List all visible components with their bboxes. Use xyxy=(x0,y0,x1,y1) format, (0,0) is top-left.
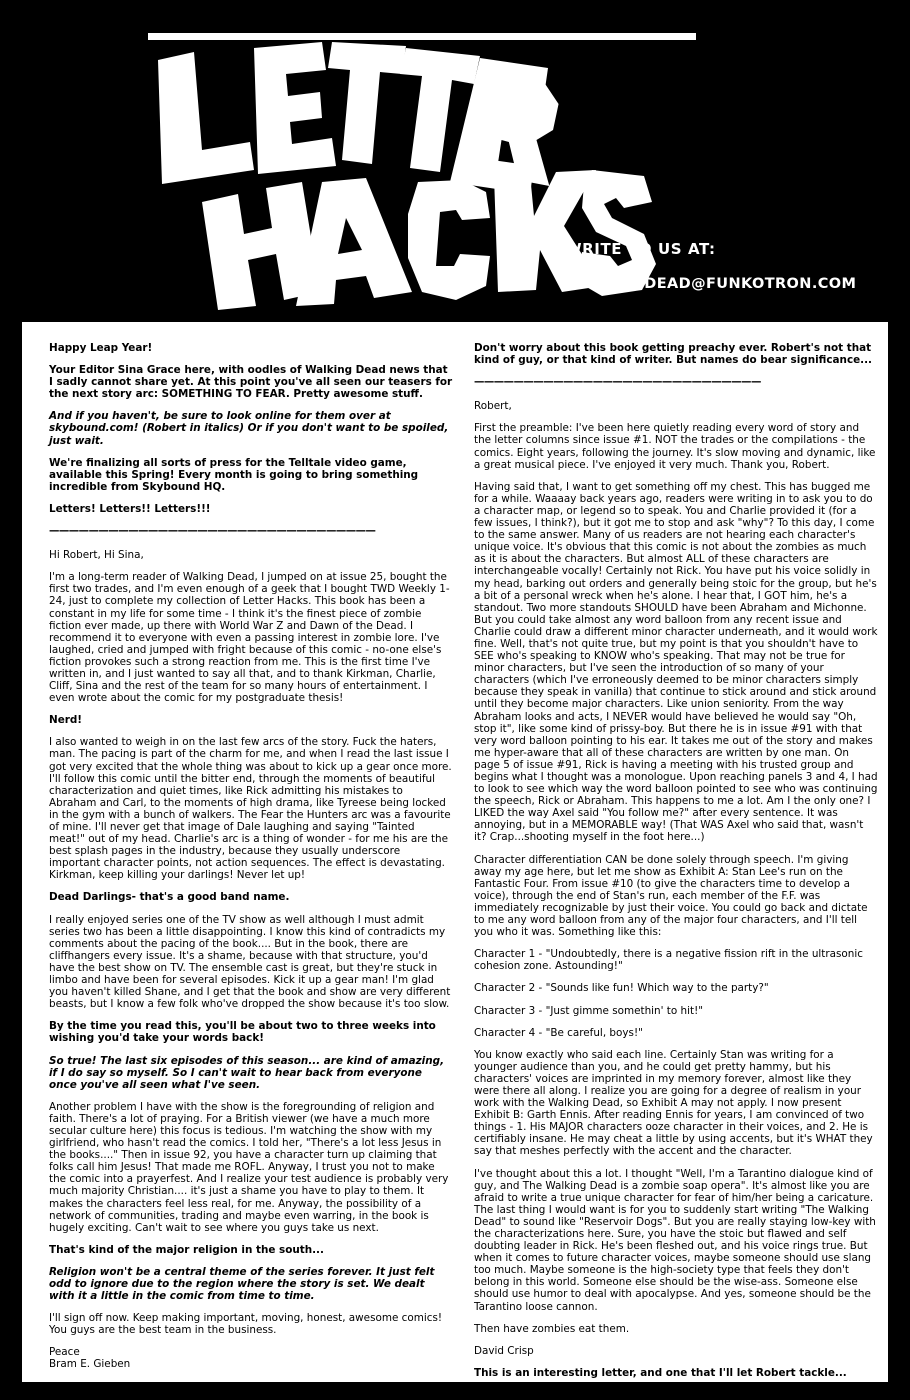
right-letter2-c1: Character 1 - "Undoubtedly, there is a negative fission rift in the ultrasonic cohesion zone. Astounding!" xyxy=(474,948,863,973)
right-letter2-p4: You know exactly who said each line. Certainly Stan was writing for a younger audience than you, and he could get pretty hammy, but his characters' voices are imprinted in my memory forever, almost like they were there all along. I realize you are going for a degree of realism in your work with the Walking Dead, so Exhibit A may not apply. I now present Exhibit B: Garth Ennis. After reading Ennis for years, I am convinced of two things - 1. His MAJOR characters ooze character in their voices, and 2. He is certifiably insane. He may cheat a little by using accents, but it's WHAT they say that meshes perfectly with the accent and the character. xyxy=(474,1048,873,1158)
right-divider-2: ————————————————————————————— xyxy=(474,376,761,389)
left-reply-nerd: Nerd! xyxy=(49,714,83,727)
right-letter2-p6: Then have zombies eat them. xyxy=(474,1322,630,1335)
left-letter1-sig2: Bram E. Gieben xyxy=(49,1358,131,1371)
left-letter1-p3: I really enjoyed series one of the TV show as well although I must admit series two has been a little disappointing. I know this kind of contradicts my comments about the pacing of the book.... But in the book, there are cliffhangers every issue. It's a shame, because with that structure, you'd have the best show on TV. The ensemble cast is great, but they're stuck in limbo and have been for several episodes. Kick it up a gear man! I'm glad you haven't killed Shane, and I get that the book and show are very different beasts, but I know a few folk who've dropped the show because it's too slow. xyxy=(49,913,451,1011)
masthead xyxy=(0,0,910,322)
masthead-top-rule xyxy=(148,33,696,40)
right-column xyxy=(474,342,878,1379)
right-letter2-c3: Character 3 - "Just gimme somethin' to hit!" xyxy=(474,1004,704,1017)
left-letter1-salutation: Hi Robert, Hi Sina, xyxy=(49,549,144,562)
write-to-us-label: WRITE TO US AT: xyxy=(565,240,716,258)
letters-page-sheet xyxy=(22,322,888,1382)
right-letter2-c2: Character 2 - "Sounds like fun! Which way to the party?" xyxy=(474,982,769,995)
left-letters-header: Letters! Letters!! Letters!!! xyxy=(49,502,211,515)
right-letter2-p3: Character differentiation CAN be done solely through speech. I'm giving away my age here, but let me show as Exhibit A: Stan Lee's run on the Fantastic Four. From issue #10 (to give the characters time to develop a voice), through the end of Stan's run, each member of the F.F. was immediately recognizable by just their voice. You could go back and dictate to me any word balloon from any of the major four characters, and I'll tell you who it was. Something like this: xyxy=(474,853,868,939)
left-letter1-sig1: Peace xyxy=(49,1346,80,1359)
write-to-us-block xyxy=(565,240,895,292)
right-reply-interesting: This is an interesting letter, and one that I'll let Robert tackle... xyxy=(474,1366,847,1379)
left-letter1-signoff: I'll sign off now. Keep making important, moving, honest, awesome comics! You guys are the best team in the business. xyxy=(49,1312,443,1337)
left-reply-religion: Religion won't be a central theme of the series forever. It just felt odd to ignore due to the region where the story is set. We dealt with it a little in the comic from time to time. xyxy=(49,1265,435,1303)
left-letter1-p2: I also wanted to weigh in on the last few arcs of the story. Fuck the haters, man. The pacing is part of the charm for me, and when I read the last issue I got very excited that the whole thing was about to kick up a gear once more. I'll follow this comic until the bitter end, through the moments of beautiful characterization and quiet times, like Rick admitting his mistakes to Abraham and Carl, to the moments of high drama, like Tyreese being locked in the gym with a bunch of walkers. The Fear the Hunters arc was a favourite of mine. I'll never get that image of Dale laughing and saying "Tainted meat!" out of my head. Charlie's arc is a thing of wonder - for me his are the best splash pages in the industry, because they usually underscore important character points, not action sequences. The effect is devastating. Kirkman, keep killing your darlings! Never let up! xyxy=(49,736,452,882)
left-letter1-p1: I'm a long-term reader of Walking Dead, I jumped on at issue 25, bought the first two trades, and I'm even enough of a geek that I bought TWD Weekly 1-24, just to complete my collection of Letter Hacks. This book has been a constant in my life for some time - I think it's the finest piece of zombie fiction ever made, up there with World War Z and Dawn of the Dead. I recommend it to everyone with even a passing interest in zombie lore. I've laughed, cried and jumped with fright because of this comic - no-one else's fiction provokes such a strong reaction from me. This is the first time I've written in, and I just wanted to say all that, and to thank Kirkman, Charlie, Cliff, Sina and the rest of the team for so many hours of entertainment. I even wrote about the comic for my postgraduate thesis! xyxy=(49,571,450,705)
right-reply-preachy: Don't worry about this book getting preachy ever. Robert's not that kind of guy, or that kind of writer. But names do bear significance... xyxy=(474,342,872,367)
left-skybound-plug: And if you haven't, be sure to look online for them over at skybound.com! (Robert in italics) Or if you don't want to be spoiled, just wait. xyxy=(49,410,449,447)
left-divider-1: ————————————————————————————————— xyxy=(49,525,376,538)
left-telltale-plug: We're finalizing all sorts of press for the Telltale video game, available this Spring! Every month is going to bring something incredible from Skybound HQ. xyxy=(49,456,419,493)
right-letter2-p2: Having said that, I want to get something off my chest. This has bugged me for a while. Waaaay back years ago, readers were writing in to ask you to do a character map, or legend so to speak. You and Charlie provided it (for a few issues, I think?), but it got me to stop and ask "why"? To this day, I come to the same answer. Many of us readers are not hearing each character's unique voice. It's obvious that this comic is not about the zombies as much as it is about the characters. But almost ALL of these characters are interchangeable vocally! Certainly not Rick. You have put his voice solidly in my head, barking out orders and generally being stoic for the group, but he's a bit of a personal wreck when he's alone. I hear that, I GOT him, he's a standout. Two more standouts SHOULD have been Abraham and Michonne. But you could take almost any word balloon from any recent issue and Charlie could draw a different minor character underneath, and it would work fine. Well, that's not quite true, but my point is that you shouldn't have to SEE who's speaking to KNOW who's speaking. That may not be true for minor characters, but I've seen the introduction of so many of your characters (which I've erroneously deemed to be minor characters simply because they speak in vanilla) that continue to stick around and stick around until they become major characters. Like union seniority. From the way Abraham looks and acts, I NEVER would have believed he would say "Oh, stop it", like some kind of prissy-boy. But there he is in issue #91 with that very word balloon pointing to his ear. It takes me out of the story and makes me hyper-aware that all of these characters are written by one man. On page 5 of issue #91, Rick is having a meeting with his trusted group and begins what I thought was a monologue. Upon reaching panels 3 and 4, I had to look to see which way the word balloon pointed to see who was continuing the speech, Rick or Abraham. This happens to me a lot. Am I the only one? I LIKED the way Axel said "You follow me?" after every sentence. It was annoying, but in a MEMORABLE way! (That WAS Axel who said that, wasn't it? Crap...shooting myself in the foot here...) xyxy=(474,480,878,844)
left-reply-south: That's kind of the major religion in the south... xyxy=(49,1243,324,1256)
right-letter2-sig: David Crisp xyxy=(474,1344,534,1357)
left-intro: Your Editor Sina Grace here, with oodles of Walking Dead news that I sadly cannot share yet. At this point you've all seen our teasers for the next story arc: SOMETHING TO FEAR. Pretty awesome stuff. xyxy=(49,364,453,401)
left-reply-amazing: So true! The last six episodes of this season... are kind of amazing, if I do say so myself. So I can't wait to hear back from everyone once you've all seen what I've seen. xyxy=(49,1054,445,1091)
letter-hacks-logo xyxy=(150,42,570,312)
left-letter1-p4: Another problem I have with the show is the foregrounding of religion and faith. There's a lot of praying. For a British viewer (we have a much more secular culture here) this focus is tedious. I'm watching the show with my girlfriend, who hasn't read the comics. I told her, "There's a lot less Jesus in the books...." Then in issue 92, you have a character turn up claiming that folks call him Jesus! That made me ROFL. Anyway, I trust you not to make the comic into a prayerfest. And I realize your test audience is probably very much majority Christian.... it's just a shame you have to play to them. It makes the characters feel less real, for me. Anyway, the possibility of a network of communities, trading and maybe even warring, in the book is hugely exciting. Can't wait to see where you guys take us next. xyxy=(49,1100,449,1234)
right-letter2-c4: Character 4 - "Be careful, boys!" xyxy=(474,1026,643,1039)
left-greeting: Happy Leap Year! xyxy=(49,342,153,354)
left-column xyxy=(49,342,453,1371)
write-to-us-email[interactable]: WALKINGDEAD@FUNKOTRON.COM xyxy=(565,276,857,292)
right-letter2-p1: First the preamble: I've been here quietly reading every word of story and the letter columns since issue #1. NOT the trades or the compilations - the comics. Eight years, following the journey. It's slow moving and dynamic, like a great musical piece. I've enjoyed it very much. Thank you, Robert. xyxy=(474,422,876,471)
two-column-layout xyxy=(22,322,888,1382)
left-reply-darlings: Dead Darlings- that's a good band name. xyxy=(49,891,290,904)
right-letter2-salutation: Robert, xyxy=(474,400,512,413)
right-letter2-p5: I've thought about this a lot. I thought "Well, I'm a Tarantino dialogue kind of guy, and The Walking Dead is a zombie soap opera". It's almost like you are afraid to write a true unique character for fear of him/her being a caricature. The last thing I would want is for you to suddenly start writing "The Walking Dead" to sound like "Reservoir Dogs". But you are really staying low-key with the characterizations here. Sure, you have the stoic but flawed and self doubting leader in Rick. He's been fleshed out, and his voice rings true. But when it comes to future character voices, maybe someone should use slang too much. Maybe someone is the high-society type that feels they don't belong in this world. Someone else should be the wise-ass. Someone else should use humor to deal with apocalypse. And yes, someone should be the Tarantino loose cannon. xyxy=(474,1167,876,1313)
left-reply-weeks: By the time you read this, you'll be about two to three weeks into wishing you'd take your words back! xyxy=(49,1020,436,1045)
